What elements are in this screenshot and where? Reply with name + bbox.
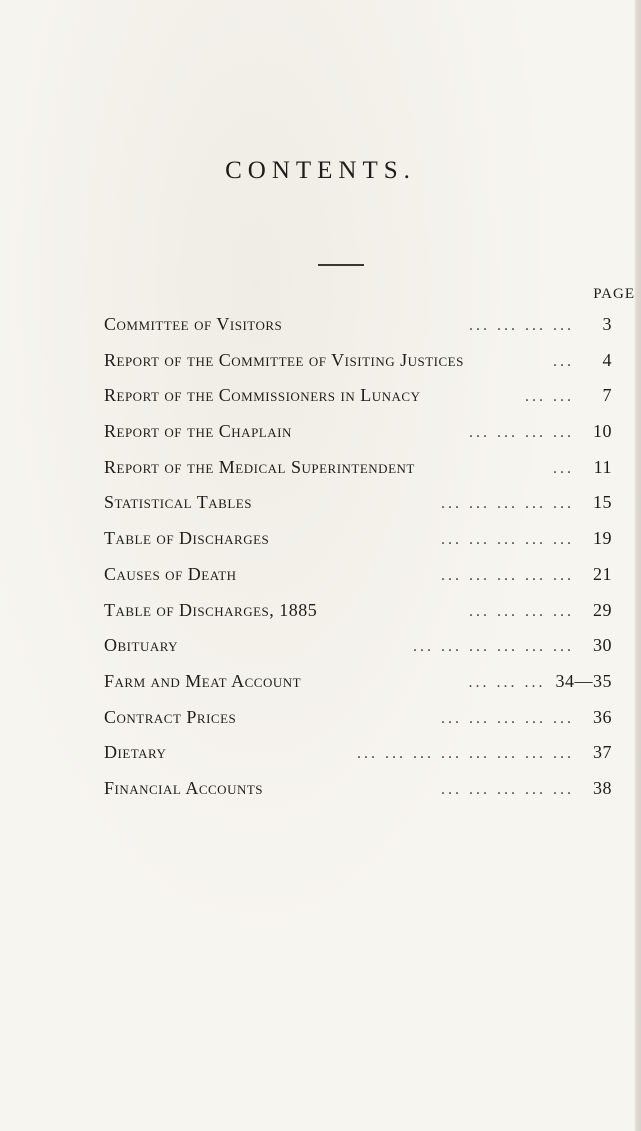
toc-entry (104, 778, 612, 808)
toc-leader-dots: ... ... ... ... ... (441, 495, 574, 513)
toc-entry (104, 350, 612, 380)
toc-entry (104, 314, 612, 344)
toc-entry-label: Dietary (104, 742, 167, 763)
toc-page-number: 29 (593, 599, 612, 620)
toc-entry (104, 600, 612, 630)
toc-page-number: 21 (593, 563, 612, 584)
toc-leader-dots: ... ... (525, 388, 574, 406)
toc-page-number: 19 (593, 528, 612, 549)
toc-page-number: 10 (593, 421, 612, 442)
toc-entry-label: Table of Discharges, 1885 (104, 599, 318, 620)
toc-entry-label: Table of Discharges (104, 528, 270, 549)
title-rule (318, 264, 364, 266)
toc-page-number: 36 (593, 706, 612, 727)
toc-entry (104, 457, 612, 487)
toc-entry-label: Financial Accounts (104, 777, 264, 798)
toc-entry (104, 564, 612, 594)
toc-leader-dots: ... ... ... ... ... (441, 566, 574, 584)
toc-entry-label: Report of the Commissioners in Lunacy (104, 385, 421, 406)
toc-page-number: 38 (593, 777, 612, 798)
toc-page-number: 4 (602, 349, 612, 370)
page-column-header: PAGE (593, 286, 635, 302)
toc-page-number: 11 (593, 456, 612, 477)
toc-entry-label: Report of the Medical Superintendent (104, 456, 415, 477)
toc-entry (104, 671, 612, 701)
table-of-contents (104, 314, 612, 814)
toc-entry-label: Contract Prices (104, 706, 237, 727)
toc-leader-dots: ... ... ... ... (469, 317, 574, 334)
toc-entry-label: Report of the Committee of Visiting Justices (104, 349, 464, 370)
toc-entry (104, 635, 612, 665)
toc-leader-dots: ... ... ... ... (469, 602, 574, 620)
toc-leader-dots: ... ... ... ... ... (441, 531, 574, 549)
toc-leader-dots: ... ... ... ... ... (441, 780, 574, 798)
toc-leader-dots: ... ... ... ... ... ... ... ... (357, 745, 574, 763)
toc-entry (104, 742, 612, 772)
toc-page-number: 15 (593, 492, 612, 513)
toc-entry-label: Farm and Meat Account (104, 670, 302, 691)
toc-entry-label: Committee of Visitors (104, 314, 283, 334)
toc-entry (104, 421, 612, 451)
toc-entry (104, 492, 612, 522)
toc-entry (104, 528, 612, 558)
toc-page-number: 37 (593, 742, 612, 763)
toc-page-number: 3 (602, 314, 612, 334)
toc-entry-label: Statistical Tables (104, 492, 252, 513)
toc-page-number: 7 (602, 385, 612, 406)
toc-leader-dots: ... (553, 352, 574, 370)
toc-leader-dots: ... (553, 459, 574, 477)
toc-entry (104, 385, 612, 415)
toc-leader-dots: ... ... ... ... ... (441, 709, 574, 727)
toc-leader-dots: ... ... ... ... ... ... (413, 638, 574, 656)
toc-entry-label: Obituary (104, 635, 179, 656)
toc-leader-dots: ... ... ... (468, 673, 546, 691)
toc-entry-label: Causes of Death (104, 563, 237, 584)
toc-leader-dots: ... ... ... ... (469, 424, 574, 442)
toc-entry (104, 707, 612, 737)
toc-page-number: 30 (593, 635, 612, 656)
toc-entry-label: Report of the Chaplain (104, 421, 292, 442)
toc-page-number: 34—35 (555, 670, 612, 691)
page-title: CONTENTS. (225, 157, 416, 184)
